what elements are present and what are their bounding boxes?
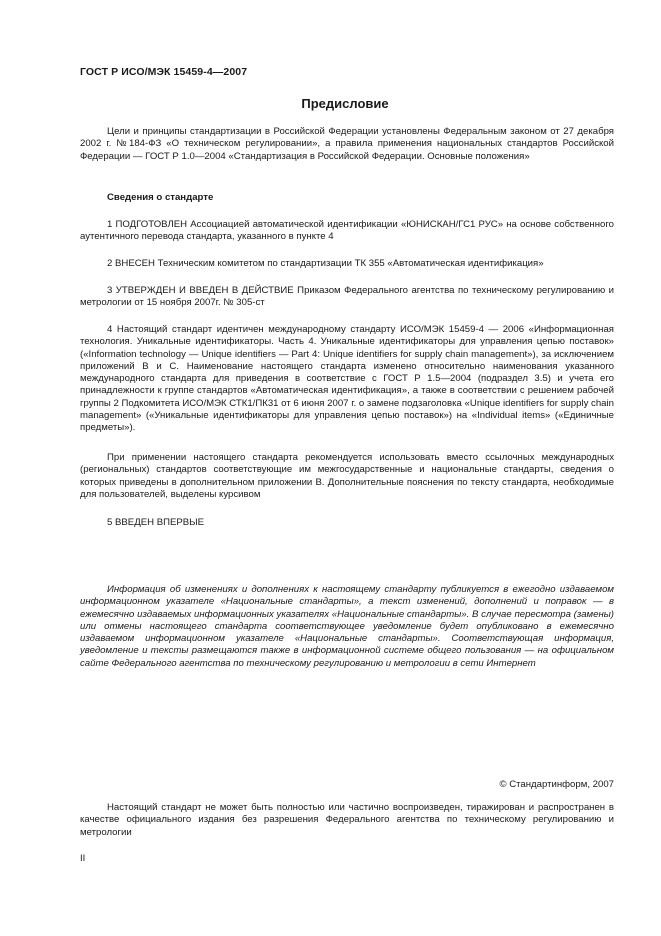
reproduction-paragraph: Настоящий стандарт не может быть полностью или частично воспроизведен, тиражирован и распространен в качестве официального издания без разрешения Федерального агентства по техническому регулированию и метрологии [80, 802, 614, 838]
foreword-title: Предисловие [301, 96, 389, 111]
intro-paragraph: Цели и принципы стандартизации в Российской Федерации установлены Федеральным законом от 27 декабря 2002 г. №184-ФЗ «О техническом регулировании», а правила применения национальных стандартов Российской Федерации — ГОСТ Р 1.0—2004 «Стандартизация в Российской Федерации. Основные положения» [80, 126, 614, 162]
copyright-line: © Стандартинформ, 2007 [499, 779, 614, 790]
document-header: ГОСТ Р ИСО/МЭК 15459-4—2007 [80, 66, 248, 78]
item-4-paragraph: 4 Настоящий стандарт идентичен международному стандарту ИСО/МЭК 15459-4 — 2006 «Информационная технология. Уникальные идентификаторы. Часть 4. Уникальные идентификаторы для управления цепью поставок» («Information technology — Unique identifiers — Part 4: Unique identifiers for supply chain management»), за исключением приложений В и С. Наименование настоящего стандарта изменено относительно наименования указанного международного стандарта для приведения в соответствие с ГОСТ Р 1.5—2004 (подраздел 3.5) и учета его принадлежности к группе стандартов «Автоматическая идентификация», а также в соответствии с решением рабочей группы 2 Подкомитета ИСО/МЭК СТК1/ПК31 от 6 июня 2007 г. о замене подзаголовка «Unique identifiers for supply chain management» («Уникальные идентификаторы для управления цепью поставок») на «Individual items» («Единичные предметы»). [80, 324, 614, 434]
item-3-paragraph: 3 УТВЕРЖДЕН И ВВЕДЕН В ДЕЙСТВИЕ Приказом Федерального агентства по техническому регулированию и метрологии от 15 ноября 2007г. № 305-ст [80, 285, 614, 309]
standard-info-subheading: Сведения о стандарте [107, 192, 214, 203]
page-number: II [80, 853, 86, 864]
changes-notice-paragraph: Информация об изменениях и дополнениях к настоящему стандарту публикуется в ежегодно издаваемом информационном указателе «Национальные стандарты», а текст изменений, дополнений и поправок — в ежемесячно издаваемых информационных указателях «Национальные стандарты». В случае пересмотра (замены) или отмены настоящего стандарта соответствующее уведомление будет опубликовано в ежемесячно издаваемом информационном указателе «Национальные стандарты». Соответствующая информация, уведомление и тексты размещаются также в информационной системе общего пользования — на официальном сайте Федерального агентства по техническому регулированию и метрологии в сети Интернет [80, 584, 614, 669]
item-5-paragraph: 5 ВВЕДЕН ВПЕРВЫЕ [107, 517, 205, 528]
item-1-paragraph: 1 ПОДГОТОВЛЕН Ассоциацией автоматической идентификации «ЮНИСКАН/ГС1 РУС» на основе собственного аутентичного перевода стандарта, указанного в пункте 4 [80, 219, 614, 243]
item-2-paragraph: 2 ВНЕСЕН Техническим комитетом по стандартизации ТК 355 «Автоматическая идентификация» [107, 258, 544, 269]
item-4-note-paragraph: При применении настоящего стандарта рекомендуется использовать вместо ссылочных международных (региональных) стандартов соответствующие им межгосударственные и национальные стандарты, сведения о которых приведены в дополнительном приложении В. Дополнительные пояснения по тексту стандарта, необходимые для пользователей, выделены курсивом [80, 452, 614, 500]
